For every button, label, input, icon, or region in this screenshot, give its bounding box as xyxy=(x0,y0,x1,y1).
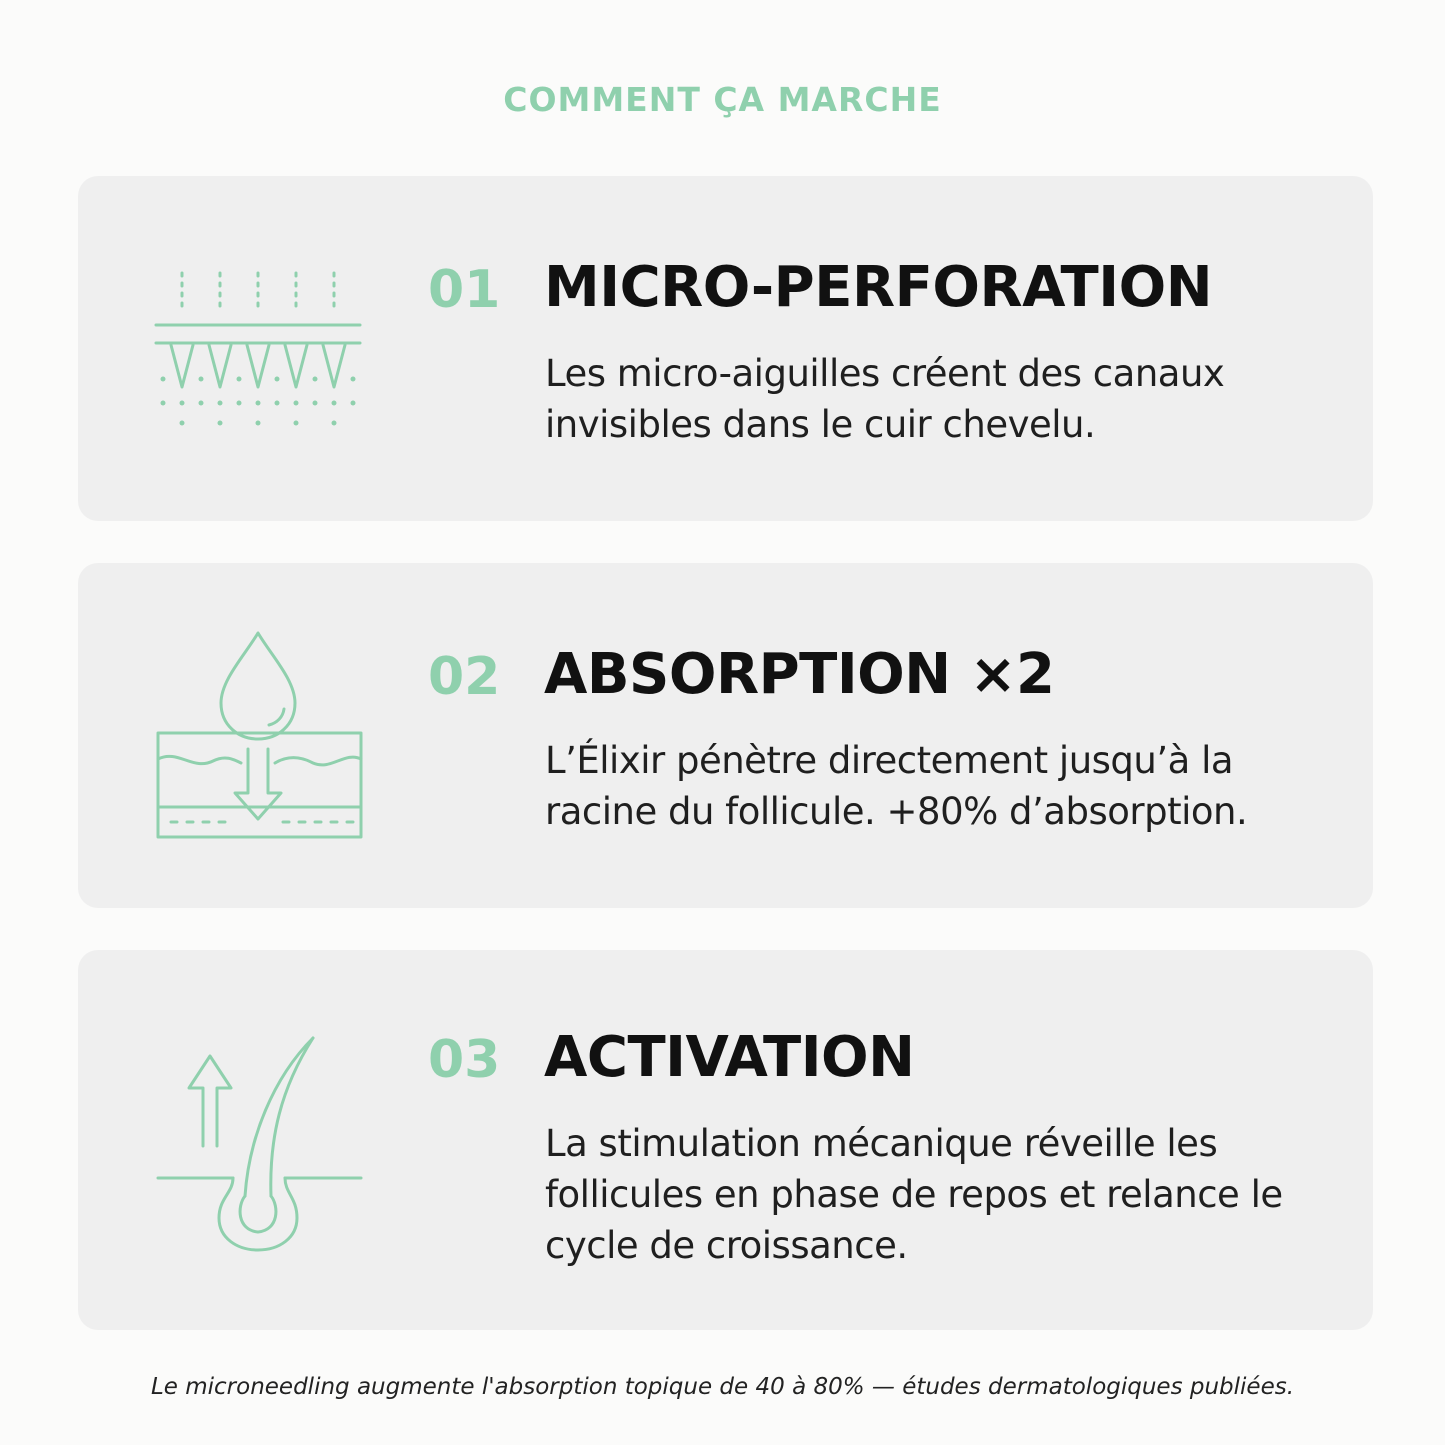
micro-needles-icon xyxy=(153,261,368,431)
step-card-2 xyxy=(78,563,1373,908)
step-card-1 xyxy=(78,176,1373,521)
step-number: 03 xyxy=(428,1030,501,1090)
hair-follicle-growth-icon xyxy=(153,1028,368,1253)
droplet-absorption-icon xyxy=(153,625,368,845)
step-title: MICRO-PERFORATION xyxy=(544,255,1213,320)
step-description: L’Élixir pénètre directement jusqu’à la racine du follicule. +80% d’absorption. xyxy=(545,739,1248,833)
section-heading: COMMENT ÇA MARCHE xyxy=(503,80,942,119)
step-number: 01 xyxy=(428,260,501,320)
footnote: Le microneedling augmente l'absorption topique de 40 à 80% — études dermatologiques publiées. xyxy=(150,1374,1295,1400)
step-title: ACTIVATION xyxy=(544,1025,915,1090)
step-description: La stimulation mécanique réveille les follicules en phase de repos et relance le cycle de croissance. xyxy=(545,1122,1283,1267)
step-number: 02 xyxy=(428,647,501,707)
step-card-3 xyxy=(78,950,1373,1330)
step-title: ABSORPTION ×2 xyxy=(544,642,1055,707)
step-description: Les micro-aiguilles créent des canaux invisibles dans le cuir chevelu. xyxy=(545,352,1225,446)
